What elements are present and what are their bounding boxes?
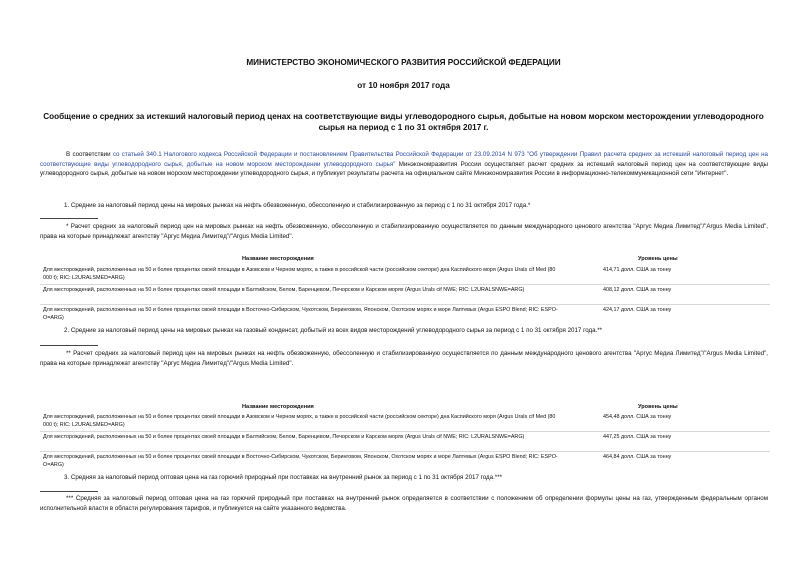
item-3-text: 3. Средняя за налоговый период оптовая цена на газ горючий природный при поставках на внутренний рынок за период с 1 по 31 октября 2017 года.***: [64, 474, 503, 481]
field-price: 424,17 долл. США за тонну: [603, 307, 672, 313]
field-name: Для месторождений, расположенных на 50 и более процентах своей площади в Восточно-Сибирском, Чукотском, Беринговом, Японском, Охотском морях и море Лаптевых (Argus ESPO Blend; RIC: ESPO-O=ARG): [43, 454, 558, 468]
row-divider: [40, 451, 770, 452]
field-name: Для месторождений, расположенных на 50 и более процентах своей площади в Балтийском, Белом, Баренцевом, Печорском и Карском морях (Argus Urals cif NWE; RIC: L2URALSNWE=ARG): [43, 434, 525, 440]
table-2-col-name-header: Название месторождения: [242, 404, 314, 410]
footnote-divider-3: [40, 491, 98, 492]
footnote-divider-1: [40, 218, 98, 219]
field-name: Для месторождений, расположенных на 50 и более процентах своей площади в Азовском и Черном морях, а также в российской части (российском секторе) дна Каспийского моря (Argus Urals cif Med (80 000 t); RIC: L2URALSMED=ARG): [43, 267, 556, 281]
field-price: 447,25 долл. США за тонну: [603, 434, 672, 440]
intro-paragraph: [40, 150, 768, 179]
footnote-2: ** Расчет средних за налоговый период цен на мировых рынках на нефть обезвоженную, обессоленную и стабилизированную осуществляется по данным международного ценового агентства "Аргус Медиа Лимитед"/"Argus Media Limited", права на которые принадлежат агентству "Аргус Медиа Лимитед"/"Argus Media Limited".: [40, 350, 768, 367]
field-name: Для месторождений, расположенных на 50 и более процентах своей площади в Азовском и Черном морях, а также в российской части (российском секторе) дна Каспийского моря (Argus Urals cif Med (80 000 t); RIC: L2URALSMED=ARG): [43, 414, 556, 428]
row-divider: [40, 304, 770, 305]
field-name: Для месторождений, расположенных на 50 и более процентах своей площади в Восточно-Сибирском, Чукотском, Беринговом, Японском, Охотском морях и море Лаптевых (Argus ESPO Blend; RIC: ESPO-O=ARG): [43, 307, 558, 321]
document-title: Сообщение о средних за истекший налоговый период ценах на соответствующие виды углеводородного сырья, добытые на новом морском месторождении углеводородного сырья на период с 1 по 31 октября 2017 г.: [43, 112, 764, 132]
intro-suffix: Минэкономразвития России осуществляет расчет средних за истекший налоговый период цен на соответствующие виды углеводородного сырья, добытые на новом морском месторождении углеводородного сырья, и публикует результаты расчета на официальном сайте Минэкономразвития России в информационно-телекоммуникационной сети "Интернет".: [40, 160, 768, 178]
table-2-col-price-header: Уровень цены: [638, 404, 678, 410]
legal-reference-link[interactable]: со статьей 340.1 Налогового кодекса Российской Федерации и постановлением Правительства Российской Федерации от 23.09.2014 N 973 "Об утверждении Правил расчета средних за истекший налоговый период цен на соответствующие виды углеводородного сырья, добытые на новом морском месторождении углеводородного сырья": [40, 151, 768, 168]
field-name: Для месторождений, расположенных на 50 и более процентах своей площади в Балтийском, Белом, Баренцевом, Печорском и Карском морях (Argus Urals cif NWE; RIC: L2URALSNWE=ARG): [43, 287, 525, 293]
field-price: 414,71 долл. США за тонну: [603, 267, 672, 273]
ministry-heading: МИНИСТЕРСТВО ЭКОНОМИЧЕСКОГО РАЗВИТИЯ РОССИЙСКОЙ ФЕДЕРАЦИИ: [246, 58, 561, 67]
row-divider: [40, 284, 770, 285]
footnote-divider-2: [40, 345, 98, 346]
row-divider: [40, 431, 770, 432]
table-1-col-price-header: Уровень цены: [638, 256, 678, 262]
footnote-1: * Расчет средних за налоговый период цен на мировых рынках на нефть обезвоженную, обессоленную и стабилизированную осуществляется по данным международного ценового агентства "Аргус Медиа Лимитед"/"Argus Media Limited", права на которые принадлежат агентству "Аргус Медиа Лимитед"/"Argus Media Limited".: [40, 223, 768, 240]
field-price: 464,84 долл. США за тонну: [603, 454, 672, 460]
field-price: 454,48 долл. США за тонну: [603, 414, 672, 420]
table-1-col-name-header: Название месторождения: [242, 256, 314, 262]
field-price: 408,12 долл. США за тонну: [603, 287, 672, 293]
price-table-2: [40, 404, 770, 472]
item-2-text: 2. Средние за налоговый период цены на мировых рынках на газовый конденсат, добытый из всех видов месторождений углеводородного сырья за период с 1 по 31 октября 2017 года.**: [64, 327, 603, 334]
footnote-3: *** Средняя за налоговый период оптовая цена на газ горючий природный при поставках на внутренний рынок определяется в соответствии с положением об определении формулы цены на газ, утвержденным федеральным органом исполнительной власти в области регулирования тарифов, и публикуется на сайте указанного ведомства.: [40, 495, 768, 512]
price-table-1: [40, 256, 770, 324]
intro-prefix: В соответствии: [66, 151, 113, 158]
item-1-text: 1. Средние за налоговый период цены на мировых рынках на нефть обезвоженную, обессоленную и стабилизированную за период с 1 по 31 октября 2017 года.*: [64, 202, 531, 209]
document-date: от 10 ноября 2017 года: [357, 81, 450, 90]
